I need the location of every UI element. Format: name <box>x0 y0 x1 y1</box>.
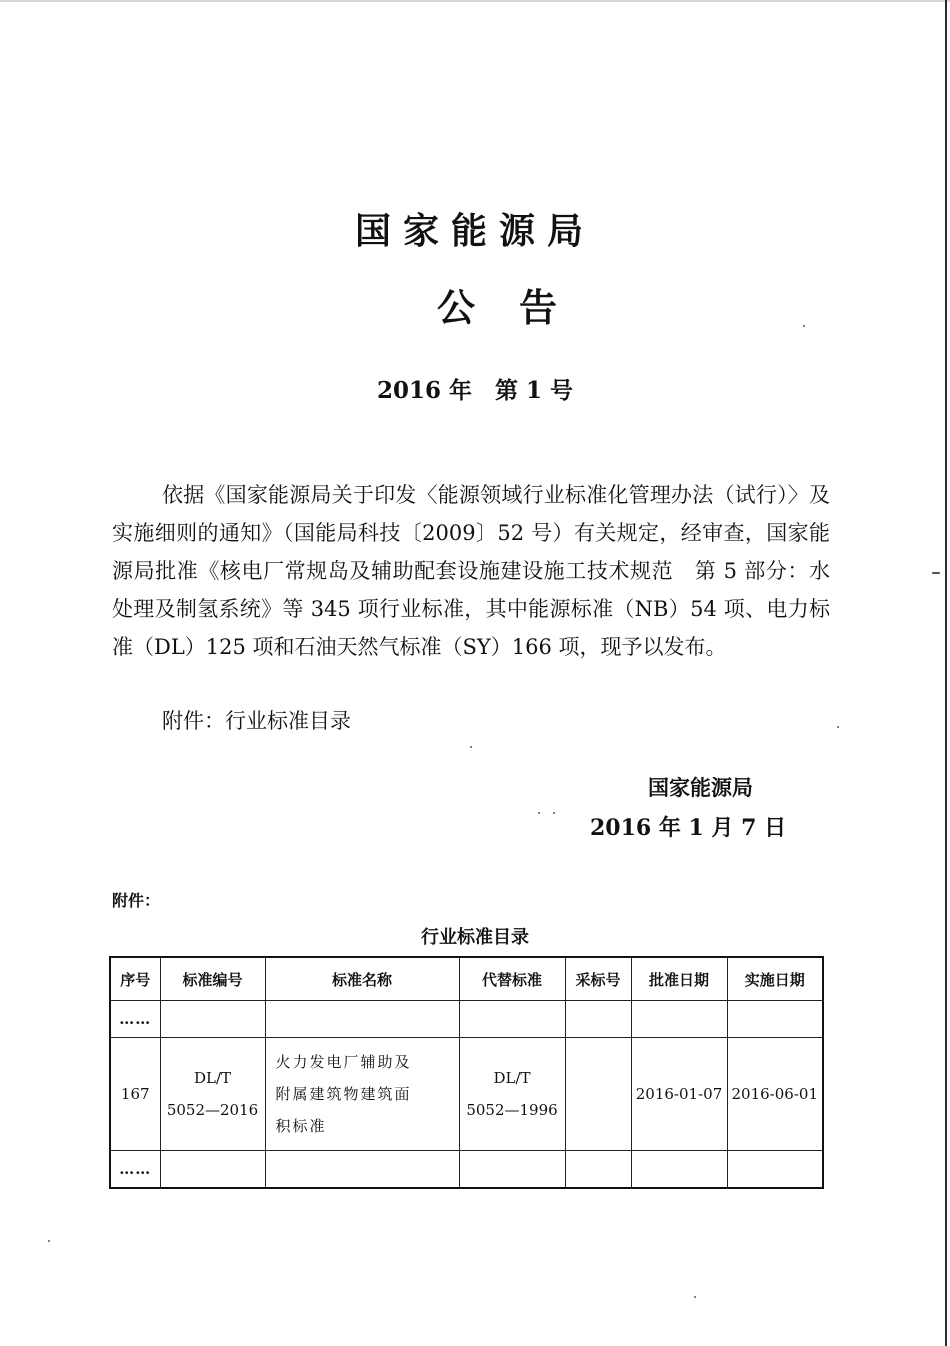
scan-speck <box>538 812 540 814</box>
code-line: DL/T <box>193 1069 232 1087</box>
scan-speck <box>837 726 839 728</box>
signature-org: 国家能源局 <box>648 776 753 800</box>
replaces-cell <box>459 1038 565 1151</box>
table-row-ellipsis-bottom <box>110 1151 823 1189</box>
seq-cell: 167 <box>110 1038 160 1151</box>
code-line: 5052—2016 <box>166 1101 259 1119</box>
adopted-cell <box>565 1038 631 1151</box>
page-right-edge <box>945 0 947 1346</box>
column-header-code: 标准编号 <box>160 957 265 1001</box>
effective-date-cell: 2016-06-01 <box>727 1038 823 1151</box>
column-header-seq: 序号 <box>110 957 160 1001</box>
standards-catalog-table <box>109 956 824 1189</box>
column-header-effective-date: 实施日期 <box>727 957 823 1001</box>
attachment-label: 附件： <box>112 891 161 910</box>
column-header-replaces: 代替标准 <box>459 957 565 1001</box>
table-header-row <box>110 957 823 1001</box>
replaces-line: DL/T <box>493 1069 531 1087</box>
approve-date-cell: 2016-01-07 <box>631 1038 727 1151</box>
ellipsis-cell: …… <box>110 1001 160 1038</box>
signature-date: 2016 年 1 月 7 日 <box>590 815 787 841</box>
org-title: 国家能源局 <box>354 211 595 252</box>
scan-speck <box>553 812 555 814</box>
ellipsis-cell: …… <box>110 1151 160 1189</box>
attachment-reference: 附件：行业标准目录 <box>162 709 351 733</box>
doc-number: 2016 年 第 1 号 <box>376 377 574 404</box>
replaces-line: 5052—1996 <box>466 1101 558 1119</box>
name-line: 附属建筑物建筑面 <box>275 1085 412 1103</box>
column-header-adopted: 采标号 <box>565 957 631 1001</box>
code-cell <box>160 1038 265 1151</box>
column-header-name: 标准名称 <box>265 957 459 1001</box>
table-title: 行业标准目录 <box>421 927 529 948</box>
scan-speck <box>470 746 472 748</box>
table-row-ellipsis-top <box>110 1001 823 1038</box>
name-cell <box>265 1038 459 1151</box>
name-line: 积标准 <box>275 1117 327 1135</box>
scan-speck <box>932 572 940 574</box>
page-top-edge <box>0 0 950 2</box>
scan-speck <box>803 325 805 327</box>
doc-type-title: 公告 <box>436 286 601 330</box>
scan-speck <box>48 1240 50 1242</box>
table-row <box>110 1038 823 1151</box>
scan-speck <box>694 1296 696 1298</box>
name-line: 火力发电厂辅助及 <box>275 1053 412 1071</box>
column-header-approve-date: 批准日期 <box>631 957 727 1001</box>
announcement-paragraph: 依据《国家能源局关于印发〈能源领域行业标准化管理办法（试行）〉及实施细则的通知》（国能局科技〔2009〕52 号）有关规定，经审查，国家能源局批准《核电厂常规岛及辅助配套设施建设施工技术规范 第 5 部分：水处理及制氢系统》等 345 项行业标准，其中能源标准（NB）54 项、电力标准（DL）125 项和石油天然气标准（SY）166 项，现予以发布。 <box>112 483 830 659</box>
